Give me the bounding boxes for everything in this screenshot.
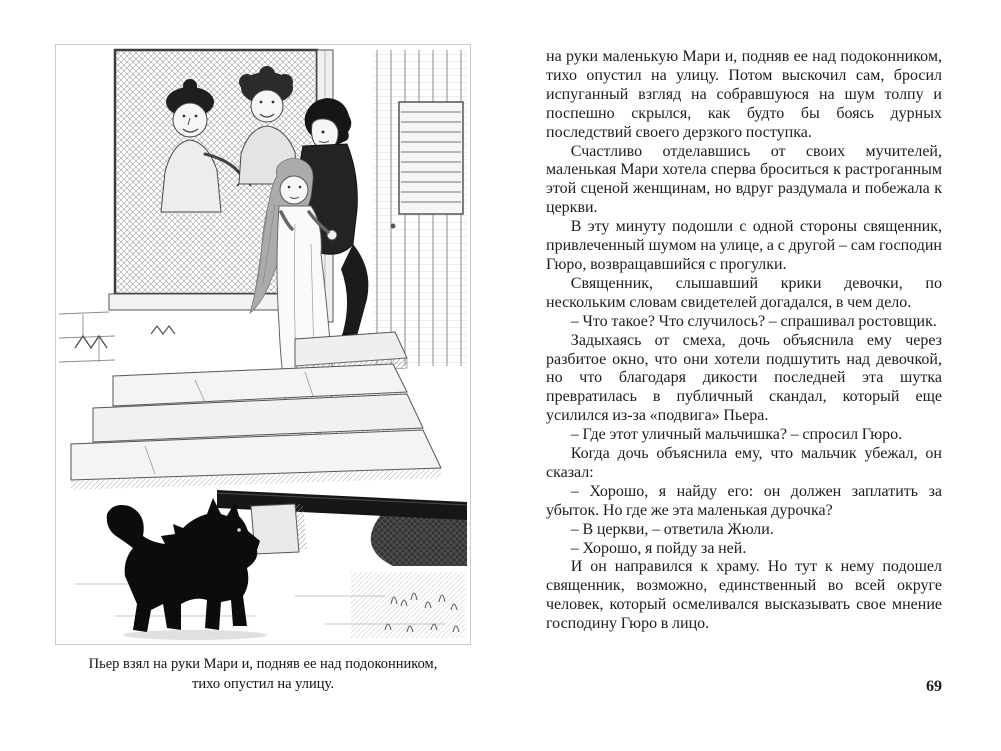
right-page [546, 48, 942, 634]
paragraph: Счастливо отделавшись от своих мучителей, маленькая Мари хотела сперва броситься к растроганным этой сценой женщинам, но вдруг раздумала и побежала к церкви. [546, 142, 942, 217]
paragraph: – Хорошо, я пойду за ней. [570, 539, 747, 557]
paragraph: Задыхаясь от смеха, дочь объяснила ему через разбитое окно, что они хотели подшутить над девочкой, но что благодаря дикости последней эта шутка превратилась в публичный скандал, который еще усилился из-за «подвига» Пьера. [546, 331, 942, 425]
paragraph: на руки маленькую Мари и, подняв ее над подоконником, тихо опустил на улицу. Потом выскочил сам, бросил испуганный взгляд на собравшуюся на шум толпу и поспешно скрылся, как будто бы боясь дурных последствий своего дерзкого поступка. [546, 48, 942, 141]
paragraph: – Где этот уличный мальчишка? – спросил Гюро. [570, 426, 903, 444]
paragraph: – Хорошо, я найду его: он должен заплатить за убыток. Но где же эта маленькая дурочка? [546, 482, 942, 519]
paragraph: И он направился к храму. Но тут к нему подошел священник, возможно, единственный во всей округе человек, который осмеливался высказывать свое мнение господину Гюро в лицо. [546, 558, 942, 633]
paragraph: – В церкви, – ответила Жюли. [570, 520, 774, 538]
engraving-illustration [55, 44, 471, 645]
paragraph: В эту минуту подошли с одной стороны священник, привлеченный шумом на улице, а с другой – сам господин Гюро, возвращавшийся с прогулки. [546, 218, 942, 273]
illustration-caption [55, 654, 471, 694]
caption-line: тихо опустил на улицу. [192, 676, 334, 692]
left-page [55, 44, 471, 694]
caption-line: Пьер взял на руки Мари и, подняв ее над подоконником, [88, 656, 438, 672]
page-number: 69 [926, 678, 942, 695]
stone-steps [71, 364, 441, 490]
body-text [546, 48, 942, 634]
paragraph: – Что такое? Что случилось? – спрашивал ростовщик. [570, 312, 937, 330]
paragraph: Когда дочь объяснила ему, что мальчик убежал, он сказал: [546, 445, 942, 481]
shuttered-window [391, 102, 464, 229]
paragraph: Священник, слышавший крики девочки, по нескольким словам свидетелей догадался, в чем дело. [546, 274, 942, 311]
